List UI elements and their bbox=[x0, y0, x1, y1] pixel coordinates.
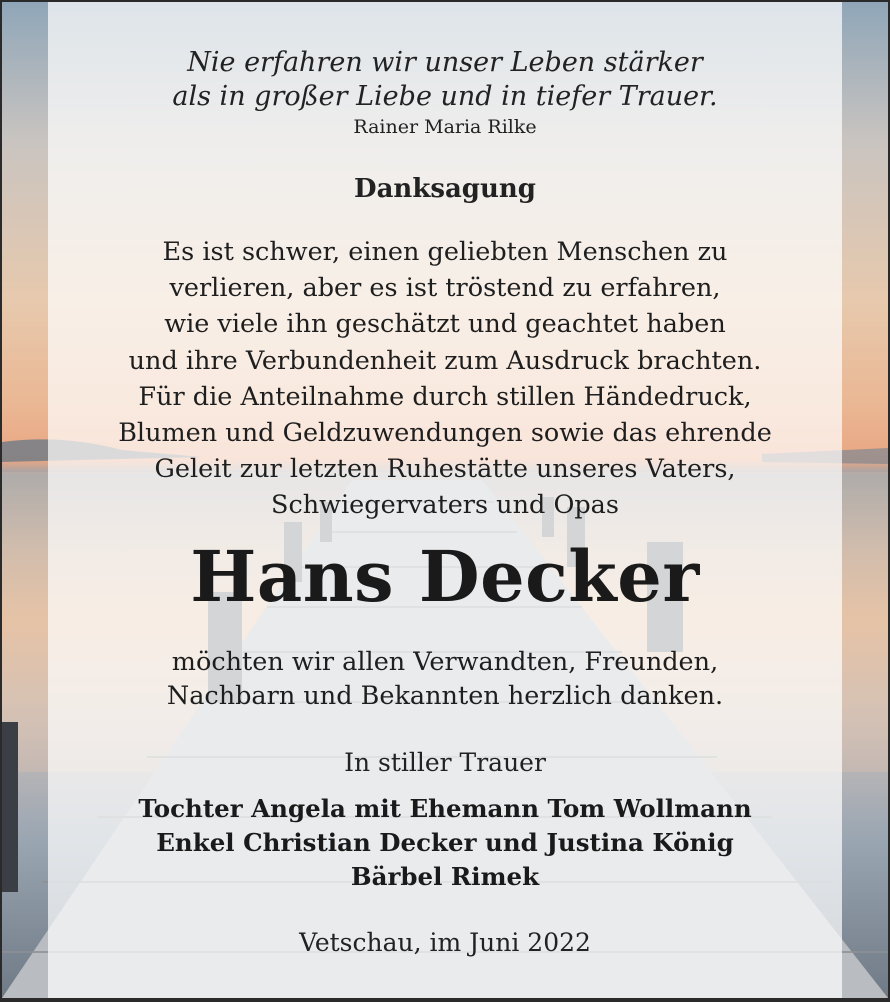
quote-author: Rainer Maria Rilke bbox=[353, 116, 537, 138]
body-text bbox=[48, 234, 842, 524]
body-line: Schwiegervaters und Opas bbox=[271, 490, 619, 521]
body-line: Blumen und Geldzuwendungen sowie das ehrende bbox=[118, 418, 772, 449]
thanks-text bbox=[48, 645, 842, 713]
place-date: Vetschau, im Juni 2022 bbox=[299, 928, 591, 957]
mourning-label: In stiller Trauer bbox=[344, 748, 546, 777]
heading: Danksagung bbox=[354, 174, 536, 204]
body-line: Geleit zur letzten Ruhestätte unseres Vaters, bbox=[154, 454, 736, 485]
quote bbox=[48, 46, 842, 114]
family-line: Enkel Christian Decker und Justina König bbox=[156, 828, 734, 857]
family-list bbox=[48, 792, 842, 894]
deceased-name: Hans Decker bbox=[190, 535, 700, 618]
obituary-text bbox=[48, 2, 842, 998]
body-line: Für die Anteilnahme durch stillen Händedruck, bbox=[138, 381, 752, 412]
family-line: Tochter Angela mit Ehemann Tom Wollmann bbox=[138, 794, 752, 823]
thanks-line: möchten wir allen Verwandten, Freunden, bbox=[171, 647, 719, 677]
quote-line: Nie erfahren wir unser Leben stärker bbox=[187, 47, 703, 78]
body-line: und ihre Verbundenheit zum Ausdruck brachten. bbox=[128, 345, 762, 376]
family-line: Bärbel Rimek bbox=[350, 862, 540, 891]
obituary-card bbox=[2, 2, 888, 998]
body-line: verlieren, aber es ist tröstend zu erfahren, bbox=[169, 273, 721, 304]
thanks-line: Nachbarn und Bekannten herzlich danken. bbox=[166, 681, 724, 711]
body-line: Es ist schwer, einen geliebten Menschen zu bbox=[162, 237, 728, 267]
quote-line: als in großer Liebe und in tiefer Trauer. bbox=[172, 81, 718, 112]
body-line: wie viele ihn geschätzt und geachtet haben bbox=[164, 309, 726, 340]
